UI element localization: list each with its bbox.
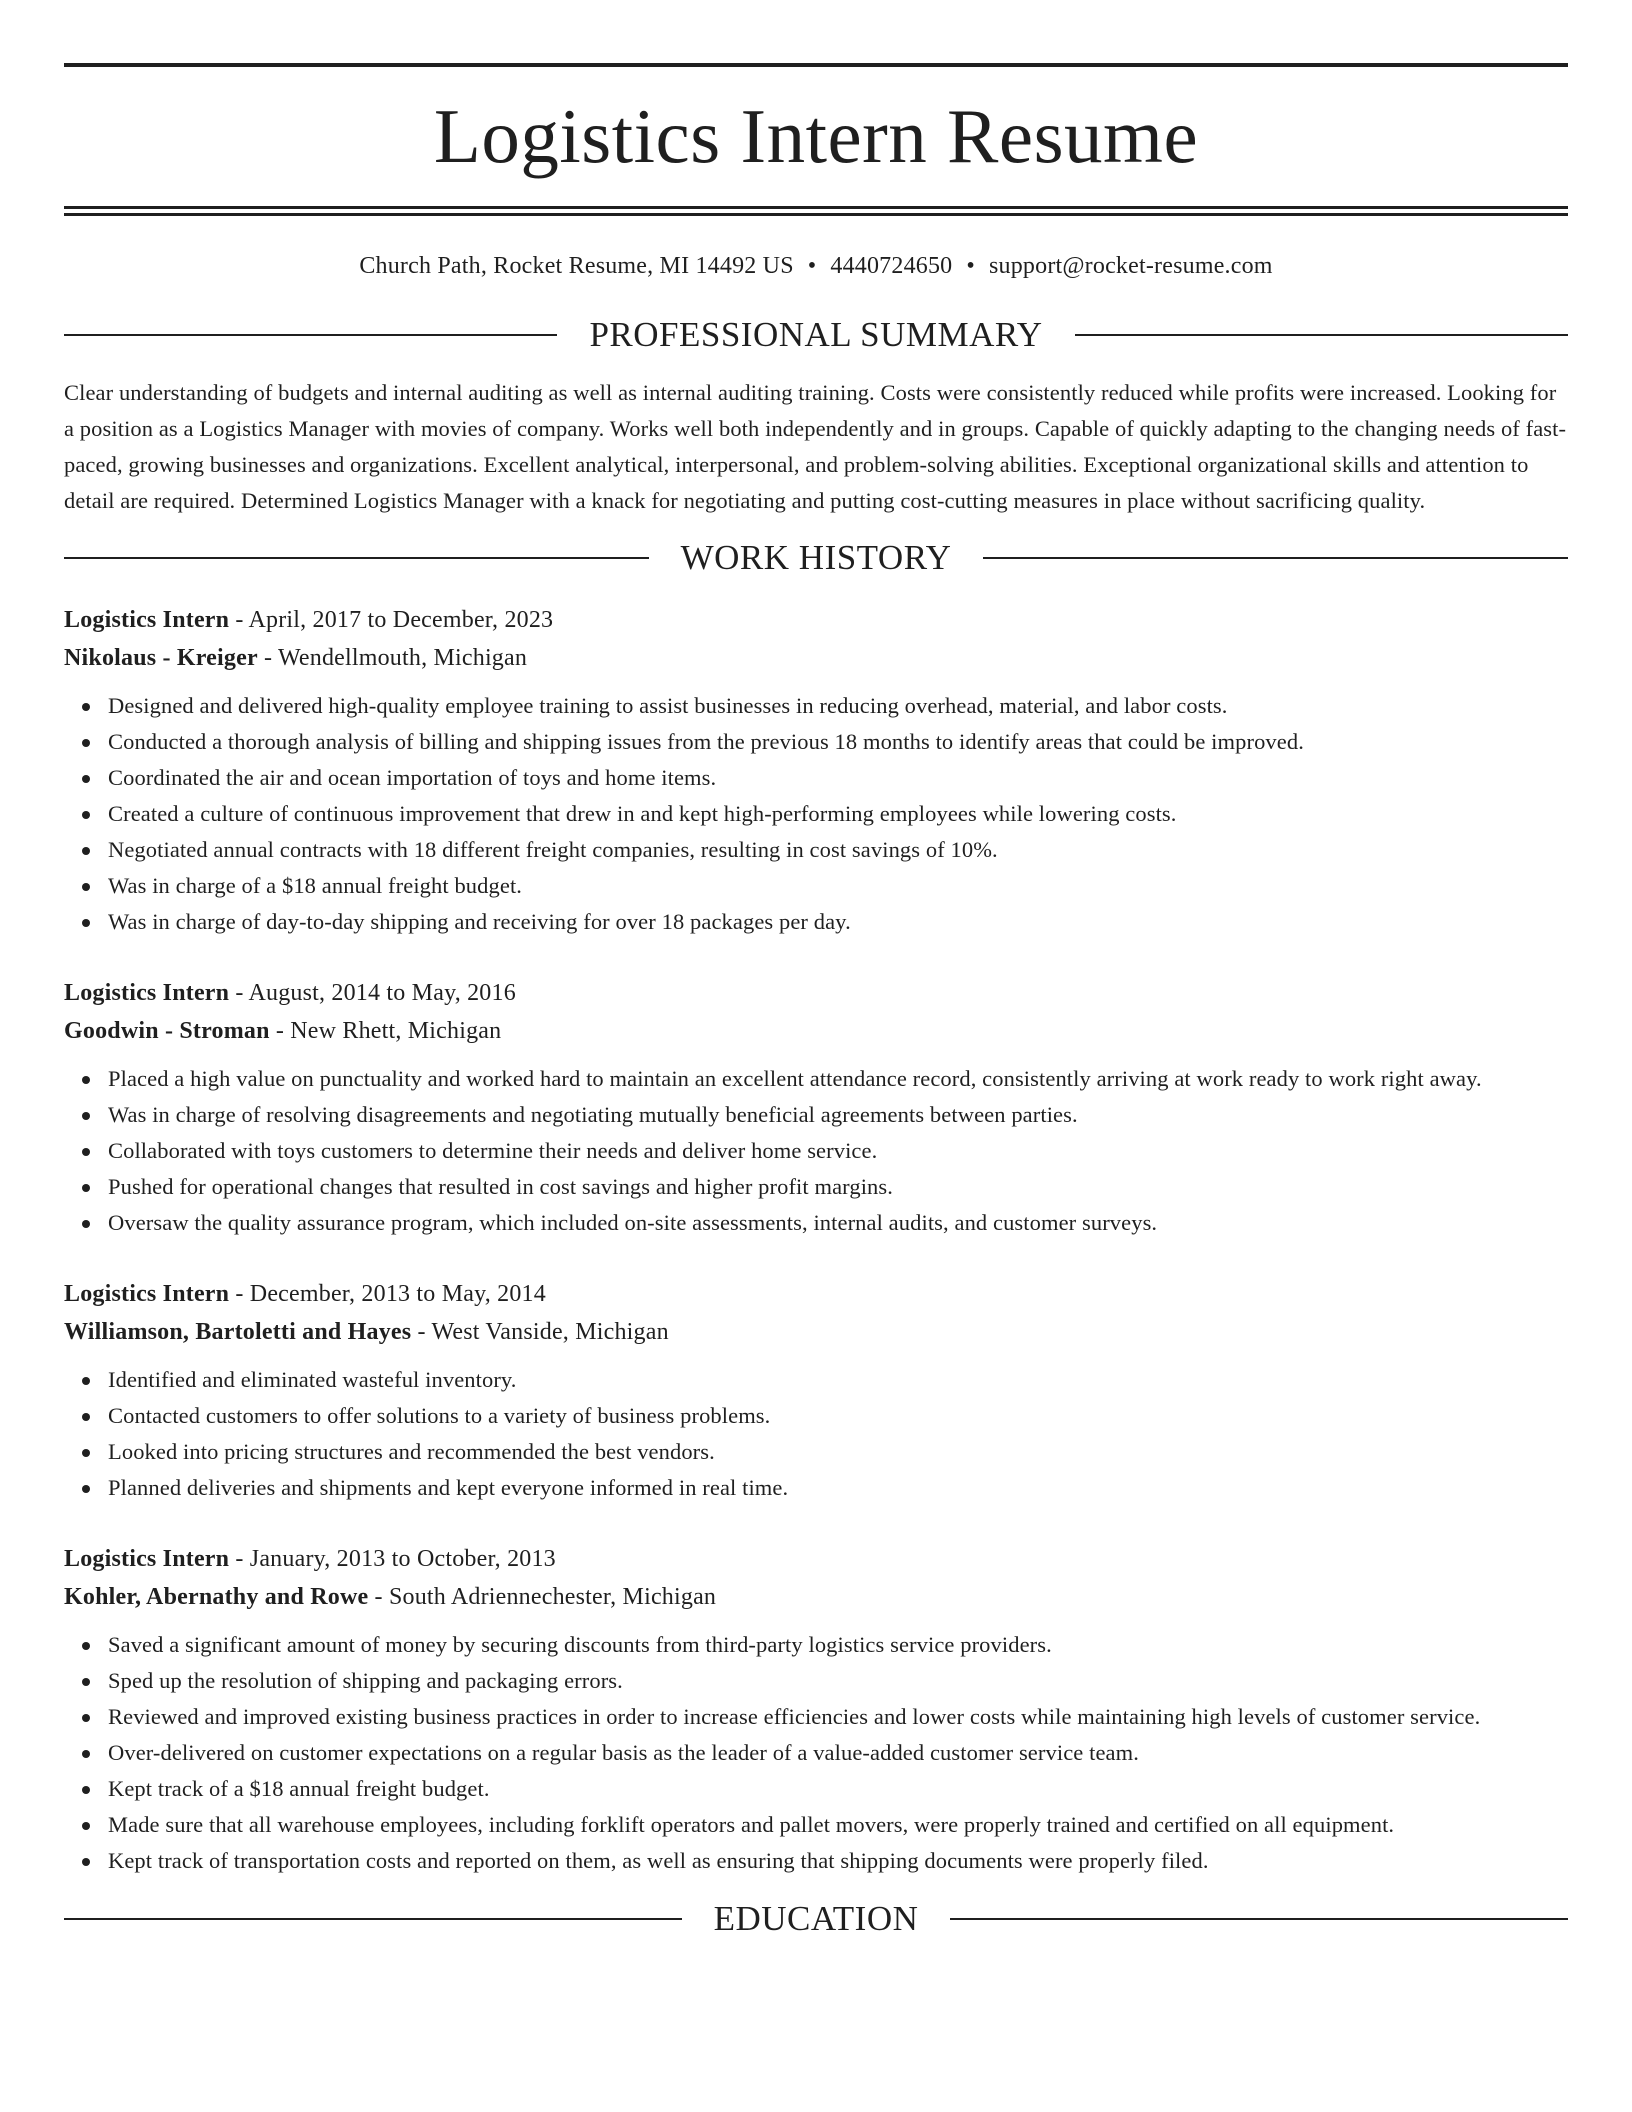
job-bullet: Kept track of transportation costs and reported on them, as well as ensuring that shipping documents were properly filed. <box>108 1843 1568 1879</box>
job-entry <box>64 601 1568 940</box>
job-bullet: Kept track of a $18 annual freight budget. <box>108 1771 1568 1807</box>
job-bullet: Designed and delivered high-quality employee training to assist businesses in reducing overhead, material, and labor costs. <box>108 688 1568 724</box>
job-bullet: Made sure that all warehouse employees, including forklift operators and pallet movers, were properly trained and certified on all equipment. <box>108 1807 1568 1843</box>
job-bullet: Looked into pricing structures and recommended the best vendors. <box>108 1434 1568 1470</box>
job-bullet: Saved a significant amount of money by securing discounts from third-party logistics service providers. <box>108 1627 1568 1663</box>
job-bullets <box>64 1627 1568 1879</box>
job-bullets <box>64 1362 1568 1506</box>
contact-email: support@rocket-resume.com <box>988 253 1273 279</box>
work-history-list <box>64 601 1568 1879</box>
job-bullet: Sped up the resolution of shipping and packaging errors. <box>108 1663 1568 1699</box>
job-company-line <box>64 1313 1568 1351</box>
resume-title: Logistics Intern Resume <box>433 93 1199 179</box>
job-title-line <box>64 601 1568 639</box>
job-bullet: Was in charge of resolving disagreements and negotiating mutually beneficial agreements between parties. <box>108 1097 1568 1133</box>
job-company: Nikolaus - Kreiger <box>64 645 258 671</box>
heading-rule-right <box>983 557 1568 559</box>
heading-rule-left <box>64 334 557 336</box>
contact-phone: 4440724650 <box>830 253 953 279</box>
job-title: Logistics Intern <box>64 1281 230 1307</box>
job-bullet: Pushed for operational changes that resulted in cost savings and higher profit margins. <box>108 1169 1568 1205</box>
job-dates: - August, 2014 to May, 2016 <box>229 980 516 1006</box>
contact-line <box>64 251 1568 281</box>
job-entry <box>64 1540 1568 1879</box>
job-location: - Wendellmouth, Michigan <box>257 645 528 671</box>
job-bullet: Placed a high value on punctuality and worked hard to maintain an excellent attendance record, consistently arriving at work ready to work right away. <box>108 1061 1568 1097</box>
contact-separator: • <box>807 253 817 279</box>
job-title-line <box>64 974 1568 1012</box>
heading-rule-left <box>64 1918 682 1920</box>
job-bullet: Negotiated annual contracts with 18 different freight companies, resulting in cost savings of 10%. <box>108 832 1568 868</box>
job-bullet: Contacted customers to offer solutions to a variety of business problems. <box>108 1398 1568 1434</box>
job-title-line <box>64 1540 1568 1578</box>
work-history-heading-text: WORK HISTORY <box>680 538 952 577</box>
job-company: Kohler, Abernathy and Rowe <box>64 1584 369 1610</box>
job-bullet: Identified and eliminated wasteful inventory. <box>108 1362 1568 1398</box>
job-bullet: Coordinated the air and ocean importation of toys and home items. <box>108 760 1568 796</box>
job-bullet: Was in charge of a $18 annual freight budget. <box>108 868 1568 904</box>
education-heading <box>64 1899 1568 1939</box>
job-location: - South Adriennechester, Michigan <box>368 1584 717 1610</box>
job-bullet: Reviewed and improved existing business practices in order to increase efficiencies and lower costs while maintaining high levels of customer service. <box>108 1699 1568 1735</box>
education-heading-text: EDUCATION <box>713 1899 919 1938</box>
job-entry <box>64 974 1568 1241</box>
job-bullets <box>64 1061 1568 1241</box>
job-bullet: Over-delivered on customer expectations on a regular basis as the leader of a value-added customer service team. <box>108 1735 1568 1771</box>
job-title-line <box>64 1275 1568 1313</box>
job-bullet: Oversaw the quality assurance program, which included on-site assessments, internal audits, and customer surveys. <box>108 1205 1568 1241</box>
heading-rule-right <box>950 1918 1568 1920</box>
job-bullets <box>64 688 1568 940</box>
heading-rule-right <box>1075 334 1568 336</box>
job-company: Goodwin - Stroman <box>64 1018 270 1044</box>
job-bullet: Conducted a thorough analysis of billing and shipping issues from the previous 18 months to identify areas that could be improved. <box>108 724 1568 760</box>
heading-rule-left <box>64 557 649 559</box>
job-company-line <box>64 639 1568 677</box>
job-title: Logistics Intern <box>64 980 230 1006</box>
job-bullet: Created a culture of continuous improvement that drew in and kept high-performing employees while lowering costs. <box>108 796 1568 832</box>
job-bullet: Was in charge of day-to-day shipping and receiving for over 18 packages per day. <box>108 904 1568 940</box>
resume-content <box>64 0 1568 1939</box>
job-location: - New Rhett, Michigan <box>269 1018 502 1044</box>
summary-heading-text: PROFESSIONAL SUMMARY <box>589 315 1043 354</box>
job-company: Williamson, Bartoletti and Hayes <box>64 1319 412 1345</box>
contact-address: Church Path, Rocket Resume, MI 14492 US <box>359 253 794 279</box>
job-location: - West Vanside, Michigan <box>411 1319 669 1345</box>
job-dates: - April, 2017 to December, 2023 <box>229 607 554 633</box>
job-dates: - December, 2013 to May, 2014 <box>229 1281 546 1307</box>
job-dates: - January, 2013 to October, 2013 <box>229 1546 556 1572</box>
summary-heading <box>64 315 1568 355</box>
job-company-line <box>64 1578 1568 1616</box>
summary-text: Clear understanding of budgets and internal auditing as well as internal auditing training. Costs were consistently reduced while profits were increased. Looking for a position as a Logistics Manager with movies of company. Works well both independently and in groups. Capable of quickly adapting to the changing needs of fast-paced, growing businesses and organizations. Excellent analytical, interpersonal, and problem-solving abilities. Exceptional organizational skills and attention to detail are required. Determined Logistics Manager with a knack for negotiating and putting cost-cutting measures in place without sacrificing quality. <box>64 380 1567 513</box>
job-bullet: Collaborated with toys customers to determine their needs and deliver home service. <box>108 1133 1568 1169</box>
job-title: Logistics Intern <box>64 1546 230 1572</box>
job-title: Logistics Intern <box>64 607 230 633</box>
work-history-heading <box>64 538 1568 578</box>
title-double-rule <box>64 206 1568 216</box>
job-entry <box>64 1275 1568 1506</box>
job-bullet: Planned deliveries and shipments and kept everyone informed in real time. <box>108 1470 1568 1506</box>
contact-separator: • <box>966 253 975 279</box>
job-company-line <box>64 1012 1568 1050</box>
